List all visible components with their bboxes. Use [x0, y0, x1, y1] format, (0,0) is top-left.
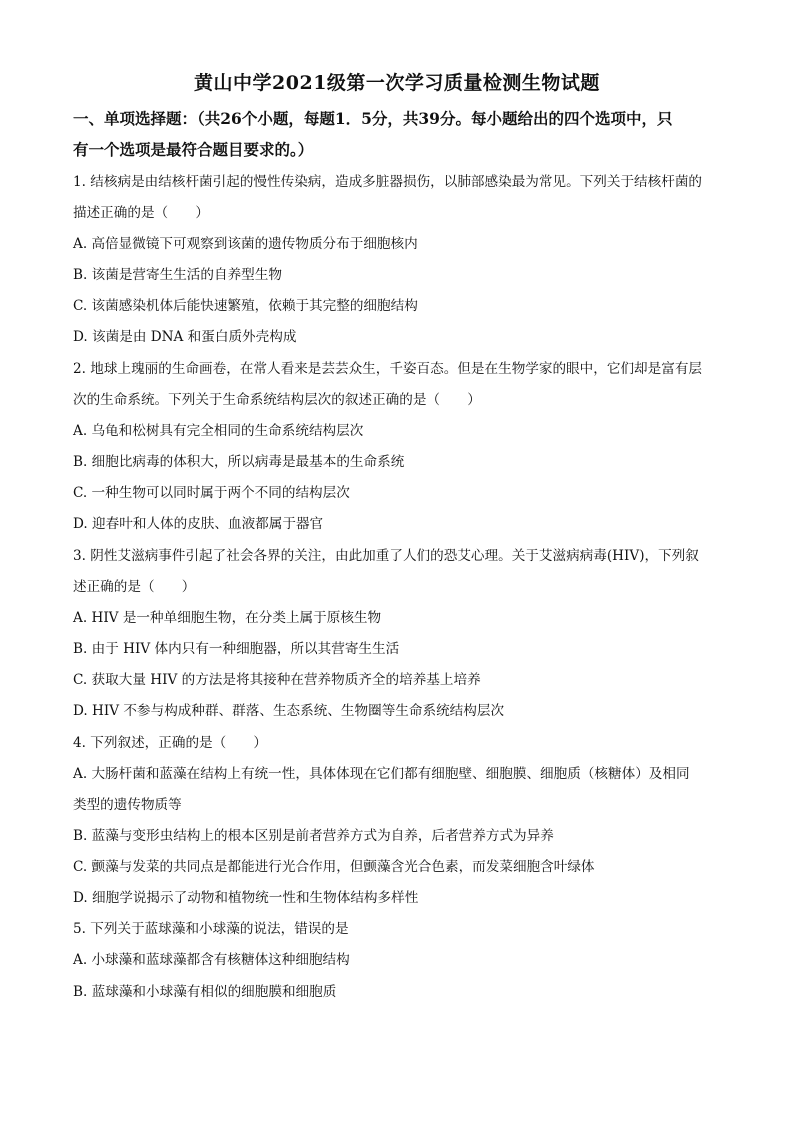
question-1-option-b: B. 该菌是营寄生生活的自养型生物 — [73, 267, 282, 283]
question-3-stem-line-2: 述正确的是（ ） — [73, 579, 196, 595]
question-4-option-c: C. 颤藻与发菜的共同点是都能进行光合作用，但颤藻含光合色素，而发菜细胞含叶绿体 — [73, 859, 595, 875]
question-5-option-b: B. 蓝球藻和小球藻有相似的细胞膜和细胞质 — [73, 984, 337, 1000]
question-2-option-d: D. 迎春叶和人体的皮肤、血液都属于器官 — [73, 516, 324, 532]
question-4-option-a-line-1: A. 大肠杆菌和蓝藻在结构上有统一性，具体体现在它们都有细胞壁、细胞膜、细胞质（核糖体）及相同 — [73, 766, 690, 782]
section-heading-line-1: 一、单项选择题：（共26个小题，每题1．5分，共39分。每小题给出的四个选项中，只 — [73, 109, 673, 128]
question-3-option-b: B. 由于 HIV 体内只有一种细胞器，所以其营寄生生活 — [73, 641, 400, 657]
question-1-option-c: C. 该菌感染机体后能快速繁殖，依赖于其完整的细胞结构 — [73, 298, 418, 314]
page-title: 黄山中学2021级第一次学习质量检测生物试题 — [194, 72, 600, 94]
question-5-option-a: A. 小球藻和蓝球藻都含有核糖体这种细胞结构 — [73, 952, 350, 968]
question-4-option-d: D. 细胞学说揭示了动物和植物统一性和生物体结构多样性 — [73, 890, 419, 906]
question-2-option-b: B. 细胞比病毒的体积大，所以病毒是最基本的生命系统 — [73, 454, 405, 470]
question-1-stem-line-2: 描述正确的是（ ） — [73, 205, 209, 221]
question-2-stem-line-1: 2. 地球上瑰丽的生命画卷，在常人看来是芸芸众生，千姿百态。但是在生物学家的眼中，它们却是富有层 — [73, 361, 703, 377]
question-2-option-a: A. 乌龟和松树具有完全相同的生命系统结构层次 — [73, 423, 364, 439]
question-3-stem-line-1: 3. 阴性艾滋病事件引起了社会各界的关注，由此加重了人们的恐艾心理。关于艾滋病病毒(HIV)，下列叙 — [73, 548, 699, 564]
question-1-option-a: A. 高倍显微镜下可观察到该菌的遗传物质分布于细胞核内 — [73, 236, 418, 252]
section-heading-line-2: 有一个选项是最符合题目要求的。） — [73, 140, 314, 159]
question-1-option-d: D. 该菌是由 DNA 和蛋白质外壳构成 — [73, 329, 297, 345]
question-4-option-b: B. 蓝藻与变形虫结构上的根本区别是前者营养方式为自养，后者营养方式为异养 — [73, 828, 554, 844]
question-2-stem-line-2: 次的生命系统。下列关于生命系统结构层次的叙述正确的是（ ） — [73, 392, 481, 408]
question-3-option-a: A. HIV 是一种单细胞生物，在分类上属于原核生物 — [73, 610, 382, 626]
question-3-option-c: C. 获取大量 HIV 的方法是将其接种在营养物质齐全的培养基上培养 — [73, 672, 481, 688]
question-3-option-d: D. HIV 不参与构成种群、群落、生态系统、生物圈等生命系统结构层次 — [73, 703, 505, 719]
question-4-option-a-line-2: 类型的遗传物质等 — [73, 797, 182, 813]
question-5-stem: 5. 下列关于蓝球藻和小球藻的说法，错误的是 — [73, 921, 349, 937]
question-1-stem-line-1: 1. 结核病是由结核杆菌引起的慢性传染病，造成多脏器损伤，以肺部感染最为常见。下列关于结核杆菌的 — [73, 174, 703, 190]
question-2-option-c: C. 一种生物可以同时属于两个不同的结构层次 — [73, 485, 350, 501]
question-4-stem: 4. 下列叙述，正确的是（ ） — [73, 735, 268, 751]
